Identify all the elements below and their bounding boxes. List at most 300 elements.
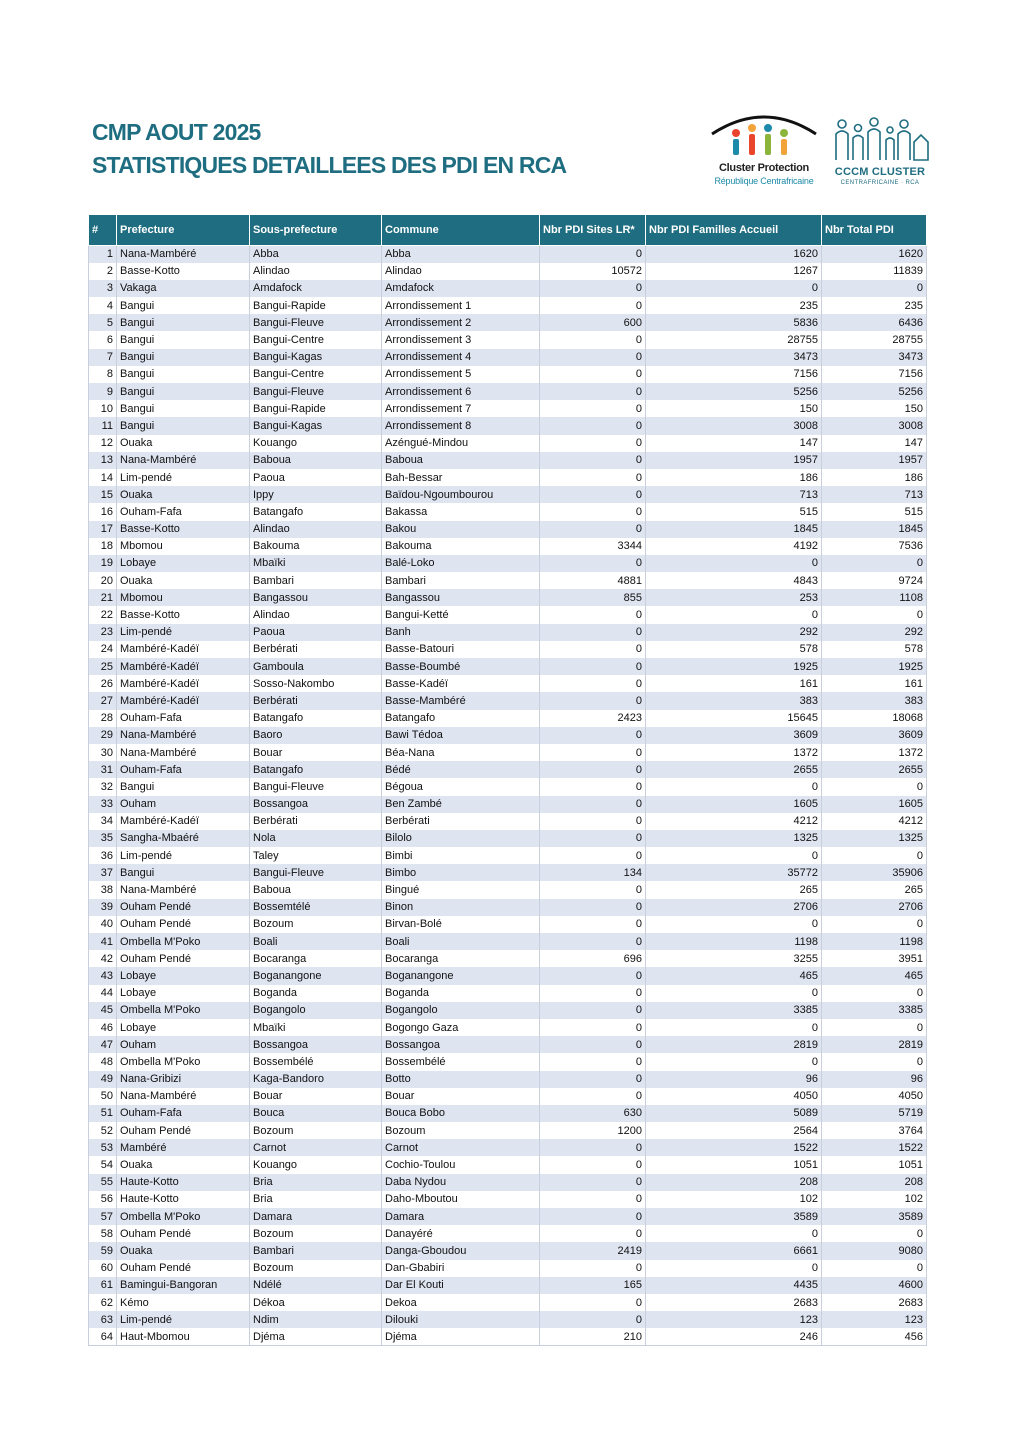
cell-index: 4 — [89, 297, 117, 314]
cell-pdi-familles: 3609 — [646, 727, 822, 744]
cell-index: 50 — [89, 1088, 117, 1105]
cell-index: 45 — [89, 1002, 117, 1019]
cell-sous-prefecture: Paoua — [250, 469, 382, 486]
cell-prefecture: Lim-pendé — [117, 847, 250, 864]
cell-index: 30 — [89, 744, 117, 761]
cell-index: 57 — [89, 1208, 117, 1225]
cell-commune: Basse-Mambéré — [382, 692, 540, 709]
cell-commune: Béa-Nana — [382, 744, 540, 761]
cell-total-pdi: 0 — [822, 1260, 927, 1277]
cell-sous-prefecture: Bouca — [250, 1105, 382, 1122]
cell-index: 6 — [89, 331, 117, 348]
cell-commune: Bambari — [382, 572, 540, 589]
cell-sous-prefecture: Bangui-Fleuve — [250, 864, 382, 881]
cell-commune: Dan-Gbabiri — [382, 1260, 540, 1277]
cell-sous-prefecture: Bossembélé — [250, 1053, 382, 1070]
cell-sous-prefecture: Bangui-Fleuve — [250, 778, 382, 795]
cell-index: 28 — [89, 710, 117, 727]
cell-prefecture: Bamingui-Bangoran — [117, 1277, 250, 1294]
cell-prefecture: Mambéré — [117, 1139, 250, 1156]
table-row — [89, 263, 927, 280]
cell-commune: Bouar — [382, 1088, 540, 1105]
cell-commune: Arrondissement 8 — [382, 417, 540, 434]
cell-prefecture: Ouham Pendé — [117, 899, 250, 916]
cell-sous-prefecture: Bangui-Fleuve — [250, 383, 382, 400]
cell-index: 18 — [89, 538, 117, 555]
table-row — [89, 521, 927, 538]
cell-pdi-familles: 147 — [646, 435, 822, 452]
cell-pdi-familles: 3589 — [646, 1208, 822, 1225]
cell-pdi-sites: 0 — [540, 692, 646, 709]
table-body — [89, 246, 927, 1346]
cell-index: 17 — [89, 521, 117, 538]
cell-pdi-familles: 0 — [646, 1225, 822, 1242]
table-row — [89, 675, 927, 692]
cell-sous-prefecture: Bozoum — [250, 1122, 382, 1139]
table-row — [89, 744, 927, 761]
cell-pdi-sites: 0 — [540, 641, 646, 658]
cell-index: 48 — [89, 1053, 117, 1070]
cell-prefecture: Ombella M'Poko — [117, 1053, 250, 1070]
cell-total-pdi: 35906 — [822, 864, 927, 881]
cell-pdi-sites: 0 — [540, 761, 646, 778]
cell-prefecture: Haute-Kotto — [117, 1191, 250, 1208]
cell-total-pdi: 4600 — [822, 1277, 927, 1294]
cell-commune: Bangui-Ketté — [382, 606, 540, 623]
cell-total-pdi: 2655 — [822, 761, 927, 778]
cell-pdi-sites: 0 — [540, 280, 646, 297]
cell-index: 26 — [89, 675, 117, 692]
cell-pdi-sites: 0 — [540, 967, 646, 984]
cell-prefecture: Ouham Pendé — [117, 1225, 250, 1242]
table-row — [89, 1088, 927, 1105]
cell-total-pdi: 3008 — [822, 417, 927, 434]
cell-prefecture: Ouham Pendé — [117, 950, 250, 967]
cell-sous-prefecture: Boganda — [250, 985, 382, 1002]
cell-index: 12 — [89, 435, 117, 452]
table-row — [89, 899, 927, 916]
cell-sous-prefecture: Boganangone — [250, 967, 382, 984]
cell-total-pdi: 1620 — [822, 246, 927, 263]
cell-total-pdi: 9724 — [822, 572, 927, 589]
cell-sous-prefecture: Alindao — [250, 606, 382, 623]
cell-commune: Boali — [382, 933, 540, 950]
cell-total-pdi: 3385 — [822, 1002, 927, 1019]
cell-index: 22 — [89, 606, 117, 623]
cell-commune: Bégoua — [382, 778, 540, 795]
table-row — [89, 950, 927, 967]
cell-index: 24 — [89, 641, 117, 658]
cell-commune: Bimbi — [382, 847, 540, 864]
cell-prefecture: Ouaka — [117, 572, 250, 589]
cell-index: 41 — [89, 933, 117, 950]
table-row — [89, 692, 927, 709]
cell-index: 52 — [89, 1122, 117, 1139]
cell-total-pdi: 465 — [822, 967, 927, 984]
cell-sous-prefecture: Kaga-Bandoro — [250, 1071, 382, 1088]
cell-sous-prefecture: Bangui-Rapide — [250, 400, 382, 417]
cell-total-pdi: 1108 — [822, 589, 927, 606]
cluster-protection-sublabel: République Centrafricaine — [714, 176, 814, 186]
cell-pdi-sites: 4881 — [540, 572, 646, 589]
table-row — [89, 417, 927, 434]
cell-sous-prefecture: Abba — [250, 246, 382, 263]
cell-pdi-sites: 0 — [540, 1174, 646, 1191]
table-row — [89, 1036, 927, 1053]
cell-prefecture: Ombella M'Poko — [117, 1208, 250, 1225]
cell-index: 31 — [89, 761, 117, 778]
table-row — [89, 538, 927, 555]
table-row — [89, 555, 927, 572]
cell-index: 15 — [89, 486, 117, 503]
cluster-protection-logo — [706, 108, 822, 194]
table-row — [89, 1002, 927, 1019]
cell-pdi-familles: 1372 — [646, 744, 822, 761]
table-row — [89, 1225, 927, 1242]
cell-pdi-familles: 2706 — [646, 899, 822, 916]
cell-pdi-sites: 0 — [540, 830, 646, 847]
cell-prefecture: Lobaye — [117, 555, 250, 572]
cell-pdi-familles: 0 — [646, 1019, 822, 1036]
cell-pdi-sites: 0 — [540, 1191, 646, 1208]
cell-total-pdi: 11839 — [822, 263, 927, 280]
table-row — [89, 624, 927, 641]
table-row — [89, 1328, 927, 1345]
cell-commune: Birvan-Bolé — [382, 916, 540, 933]
cell-pdi-familles: 5256 — [646, 383, 822, 400]
col-header-sous-prefecture: Sous-prefecture — [250, 215, 382, 246]
table-row — [89, 727, 927, 744]
cell-index: 14 — [89, 469, 117, 486]
table-row — [89, 435, 927, 452]
cell-prefecture: Haute-Kotto — [117, 1174, 250, 1191]
table-row — [89, 1294, 927, 1311]
cell-commune: Damara — [382, 1208, 540, 1225]
cell-total-pdi: 28755 — [822, 331, 927, 348]
cell-total-pdi: 7536 — [822, 538, 927, 555]
cell-pdi-sites: 0 — [540, 503, 646, 520]
table-row — [89, 606, 927, 623]
table-row — [89, 761, 927, 778]
cell-total-pdi: 0 — [822, 847, 927, 864]
cell-total-pdi: 1325 — [822, 830, 927, 847]
cell-pdi-familles: 2819 — [646, 1036, 822, 1053]
cell-pdi-sites: 0 — [540, 778, 646, 795]
cell-index: 16 — [89, 503, 117, 520]
cell-prefecture: Nana-Gribizi — [117, 1071, 250, 1088]
cell-total-pdi: 0 — [822, 606, 927, 623]
cell-commune: Danga-Gboudou — [382, 1242, 540, 1259]
col-header-total-pdi: Nbr Total PDI — [822, 215, 927, 246]
cell-total-pdi: 0 — [822, 778, 927, 795]
cell-prefecture: Lim-pendé — [117, 624, 250, 641]
cell-prefecture: Ouaka — [117, 1242, 250, 1259]
cell-total-pdi: 3764 — [822, 1122, 927, 1139]
cell-prefecture: Ouham-Fafa — [117, 761, 250, 778]
cell-index: 63 — [89, 1311, 117, 1328]
cell-commune: Dar El Kouti — [382, 1277, 540, 1294]
cell-sous-prefecture: Alindao — [250, 263, 382, 280]
table-row — [89, 967, 927, 984]
cell-sous-prefecture: Kouango — [250, 435, 382, 452]
table-row — [89, 1122, 927, 1139]
cell-prefecture: Bangui — [117, 314, 250, 331]
cell-pdi-familles: 0 — [646, 778, 822, 795]
cell-commune: Basse-Batouri — [382, 641, 540, 658]
col-header-prefecture: Prefecture — [117, 215, 250, 246]
cell-pdi-sites: 0 — [540, 435, 646, 452]
cell-total-pdi: 4050 — [822, 1088, 927, 1105]
cell-index: 19 — [89, 555, 117, 572]
table-row — [89, 452, 927, 469]
cell-pdi-familles: 1845 — [646, 521, 822, 538]
cell-pdi-sites: 0 — [540, 1260, 646, 1277]
table-row — [89, 1174, 927, 1191]
cell-sous-prefecture: Alindao — [250, 521, 382, 538]
cell-index: 47 — [89, 1036, 117, 1053]
table-row — [89, 1311, 927, 1328]
cell-pdi-familles: 2564 — [646, 1122, 822, 1139]
cell-prefecture: Mambéré-Kadéï — [117, 658, 250, 675]
cell-pdi-familles: 0 — [646, 847, 822, 864]
cell-prefecture: Bangui — [117, 366, 250, 383]
cell-pdi-sites: 0 — [540, 1208, 646, 1225]
cell-total-pdi: 515 — [822, 503, 927, 520]
cell-total-pdi: 0 — [822, 555, 927, 572]
cell-total-pdi: 578 — [822, 641, 927, 658]
cell-prefecture: Ouaka — [117, 435, 250, 452]
cell-pdi-familles: 4050 — [646, 1088, 822, 1105]
cell-pdi-familles: 1325 — [646, 830, 822, 847]
cell-sous-prefecture: Bossangoa — [250, 1036, 382, 1053]
cell-pdi-familles: 465 — [646, 967, 822, 984]
cell-pdi-familles: 0 — [646, 555, 822, 572]
table-row — [89, 1071, 927, 1088]
table-row — [89, 830, 927, 847]
cell-total-pdi: 3609 — [822, 727, 927, 744]
cell-total-pdi: 18068 — [822, 710, 927, 727]
cell-commune: Dilouki — [382, 1311, 540, 1328]
cell-pdi-sites: 0 — [540, 349, 646, 366]
cell-prefecture: Bangui — [117, 383, 250, 400]
cell-commune: Bakouma — [382, 538, 540, 555]
cell-prefecture: Ouham — [117, 796, 250, 813]
cell-sous-prefecture: Bangui-Fleuve — [250, 314, 382, 331]
cell-total-pdi: 0 — [822, 1225, 927, 1242]
cell-total-pdi: 147 — [822, 435, 927, 452]
cell-prefecture: Bangui — [117, 417, 250, 434]
cell-sous-prefecture: Bambari — [250, 1242, 382, 1259]
cell-pdi-sites: 0 — [540, 881, 646, 898]
cell-sous-prefecture: Nola — [250, 830, 382, 847]
table-header-row — [89, 215, 927, 246]
table-row — [89, 1139, 927, 1156]
cell-total-pdi: 9080 — [822, 1242, 927, 1259]
cell-prefecture: Lim-pendé — [117, 469, 250, 486]
cell-index: 38 — [89, 881, 117, 898]
cell-sous-prefecture: Batangafo — [250, 761, 382, 778]
cell-pdi-sites: 0 — [540, 899, 646, 916]
table-row — [89, 847, 927, 864]
cell-pdi-familles: 0 — [646, 1260, 822, 1277]
cell-pdi-sites: 0 — [540, 1311, 646, 1328]
cell-pdi-familles: 161 — [646, 675, 822, 692]
cell-prefecture: Nana-Mambéré — [117, 881, 250, 898]
cell-total-pdi: 1372 — [822, 744, 927, 761]
cell-commune: Bozoum — [382, 1122, 540, 1139]
table-row — [89, 1019, 927, 1036]
cell-pdi-sites: 0 — [540, 675, 646, 692]
cell-index: 10 — [89, 400, 117, 417]
cell-pdi-sites: 0 — [540, 297, 646, 314]
cell-pdi-sites: 0 — [540, 1139, 646, 1156]
cell-prefecture: Bangui — [117, 864, 250, 881]
cell-sous-prefecture: Bossemtélé — [250, 899, 382, 916]
cell-pdi-familles: 208 — [646, 1174, 822, 1191]
cell-index: 61 — [89, 1277, 117, 1294]
cell-commune: Abba — [382, 246, 540, 263]
cell-pdi-familles: 515 — [646, 503, 822, 520]
cell-total-pdi: 235 — [822, 297, 927, 314]
cell-sous-prefecture: Bambari — [250, 572, 382, 589]
page-title — [92, 116, 566, 182]
cell-index: 43 — [89, 967, 117, 984]
cell-total-pdi: 161 — [822, 675, 927, 692]
cell-total-pdi: 4212 — [822, 813, 927, 830]
cell-sous-prefecture: Bangui-Centre — [250, 331, 382, 348]
table-row — [89, 572, 927, 589]
cell-total-pdi: 713 — [822, 486, 927, 503]
cell-index: 56 — [89, 1191, 117, 1208]
cell-index: 33 — [89, 796, 117, 813]
cell-sous-prefecture: Bozoum — [250, 916, 382, 933]
cell-pdi-sites: 0 — [540, 1019, 646, 1036]
cell-commune: Dekoa — [382, 1294, 540, 1311]
cell-index: 1 — [89, 246, 117, 263]
cell-commune: Baboua — [382, 452, 540, 469]
cell-commune: Bimbo — [382, 864, 540, 881]
cell-pdi-sites: 696 — [540, 950, 646, 967]
cell-commune: Bangassou — [382, 589, 540, 606]
cell-index: 49 — [89, 1071, 117, 1088]
cell-prefecture: Ouham Pendé — [117, 1122, 250, 1139]
cell-commune: Alindao — [382, 263, 540, 280]
cell-pdi-familles: 1051 — [646, 1156, 822, 1173]
cell-pdi-sites: 0 — [540, 366, 646, 383]
cell-pdi-sites: 210 — [540, 1328, 646, 1345]
cell-sous-prefecture: Bozoum — [250, 1260, 382, 1277]
cell-sous-prefecture: Bangui-Kagas — [250, 417, 382, 434]
cell-total-pdi: 1522 — [822, 1139, 927, 1156]
cell-commune: Bocaranga — [382, 950, 540, 967]
cell-sous-prefecture: Baoro — [250, 727, 382, 744]
cell-prefecture: Basse-Kotto — [117, 263, 250, 280]
table-row — [89, 1208, 927, 1225]
cell-pdi-familles: 1620 — [646, 246, 822, 263]
cell-commune: Cochio-Toulou — [382, 1156, 540, 1173]
cell-pdi-familles: 4192 — [646, 538, 822, 555]
cell-sous-prefecture: Bangassou — [250, 589, 382, 606]
cell-index: 9 — [89, 383, 117, 400]
cell-prefecture: Haut-Mbomou — [117, 1328, 250, 1345]
cell-pdi-familles: 4212 — [646, 813, 822, 830]
cell-prefecture: Nana-Mambéré — [117, 246, 250, 263]
cell-total-pdi: 2819 — [822, 1036, 927, 1053]
cell-pdi-familles: 235 — [646, 297, 822, 314]
cell-sous-prefecture: Ndim — [250, 1311, 382, 1328]
cell-sous-prefecture: Berbérati — [250, 692, 382, 709]
cell-sous-prefecture: Baboua — [250, 881, 382, 898]
cell-sous-prefecture: Ndélé — [250, 1277, 382, 1294]
cell-total-pdi: 383 — [822, 692, 927, 709]
cell-pdi-familles: 0 — [646, 1053, 822, 1070]
cell-sous-prefecture: Bria — [250, 1191, 382, 1208]
cell-index: 44 — [89, 985, 117, 1002]
cell-pdi-sites: 0 — [540, 985, 646, 1002]
cell-sous-prefecture: Bria — [250, 1174, 382, 1191]
cell-pdi-sites: 0 — [540, 400, 646, 417]
cell-prefecture: Basse-Kotto — [117, 521, 250, 538]
cell-index: 32 — [89, 778, 117, 795]
cell-total-pdi: 3951 — [822, 950, 927, 967]
cell-prefecture: Kémo — [117, 1294, 250, 1311]
table-row — [89, 349, 927, 366]
cell-index: 46 — [89, 1019, 117, 1036]
cell-commune: Boganda — [382, 985, 540, 1002]
cell-commune: Balé-Loko — [382, 555, 540, 572]
cluster-protection-icon — [706, 108, 822, 164]
cell-pdi-sites: 0 — [540, 1294, 646, 1311]
cell-index: 62 — [89, 1294, 117, 1311]
cell-index: 59 — [89, 1242, 117, 1259]
cell-pdi-familles: 265 — [646, 881, 822, 898]
cell-pdi-sites: 0 — [540, 658, 646, 675]
cell-commune: Bossembélé — [382, 1053, 540, 1070]
cell-index: 21 — [89, 589, 117, 606]
cell-pdi-sites: 0 — [540, 1002, 646, 1019]
table-row — [89, 366, 927, 383]
cell-total-pdi: 96 — [822, 1071, 927, 1088]
cell-index: 58 — [89, 1225, 117, 1242]
cell-commune: Bakou — [382, 521, 540, 538]
title-line-1: CMP AOUT 2025 — [92, 119, 261, 145]
cell-commune: Banh — [382, 624, 540, 641]
cell-sous-prefecture: Bangui-Rapide — [250, 297, 382, 314]
cell-index: 29 — [89, 727, 117, 744]
cell-sous-prefecture: Berbérati — [250, 641, 382, 658]
cell-prefecture: Sangha-Mbaéré — [117, 830, 250, 847]
cell-prefecture: Bangui — [117, 297, 250, 314]
table-row — [89, 1156, 927, 1173]
cell-sous-prefecture: Taley — [250, 847, 382, 864]
cell-prefecture: Bangui — [117, 349, 250, 366]
cell-pdi-familles: 0 — [646, 916, 822, 933]
cell-prefecture: Ombella M'Poko — [117, 1002, 250, 1019]
table-row — [89, 469, 927, 486]
cell-pdi-familles: 713 — [646, 486, 822, 503]
cell-commune: Bogongo Gaza — [382, 1019, 540, 1036]
cell-commune: Berbérati — [382, 813, 540, 830]
cell-prefecture: Ouaka — [117, 1156, 250, 1173]
cell-prefecture: Nana-Mambéré — [117, 744, 250, 761]
cell-index: 37 — [89, 864, 117, 881]
cell-pdi-familles: 578 — [646, 641, 822, 658]
table-row — [89, 985, 927, 1002]
cell-prefecture: Lobaye — [117, 1019, 250, 1036]
col-header-pdi-sites: Nbr PDI Sites LR* — [540, 215, 646, 246]
cell-pdi-sites: 2419 — [540, 1242, 646, 1259]
cell-pdi-familles: 6661 — [646, 1242, 822, 1259]
